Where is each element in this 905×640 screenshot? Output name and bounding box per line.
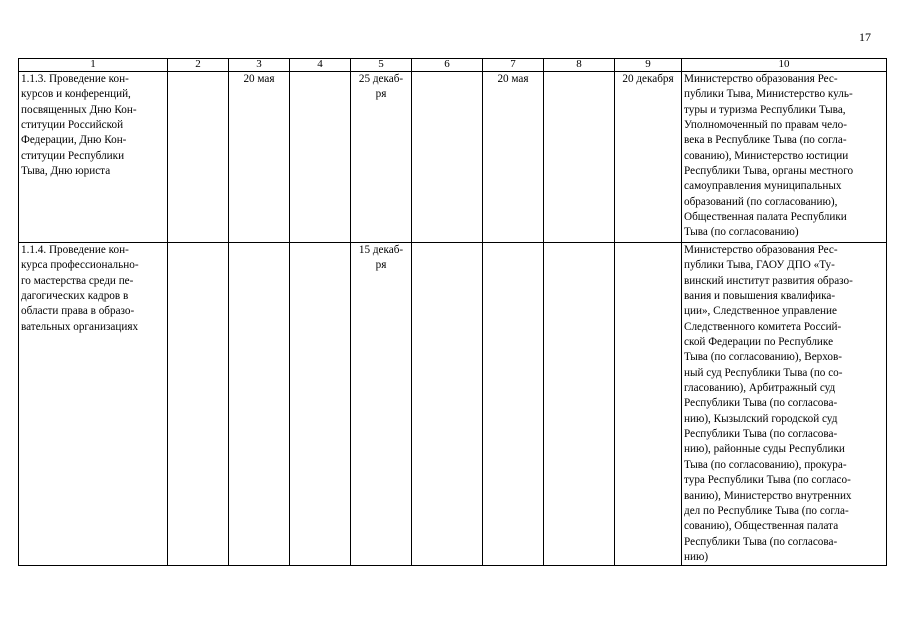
- cell-text-line: вания и повышения квалифика-: [684, 290, 836, 303]
- cell-text-line: гласованию), Арбитражный суд: [684, 382, 836, 395]
- column-number-header: 8: [544, 59, 615, 72]
- cell-text-line: Республики Тыва (по согласова-: [684, 397, 838, 410]
- cell-text-line: 25 декаб-: [358, 73, 404, 85]
- cell-text-line: ный суд Республики Тыва (по со-: [684, 366, 843, 379]
- table-row: [19, 72, 887, 243]
- cell-text-line: 20 декабря: [622, 73, 674, 85]
- cell-text-line: Тыва, Дню юриста: [21, 165, 111, 178]
- cell-text-line: го мастерства среди пе-: [21, 274, 134, 287]
- cell-text-line: 20 мая: [497, 73, 529, 85]
- measure-cell: [19, 243, 168, 566]
- cell-text-line: вательных организациях: [21, 320, 139, 333]
- cell-text-line: курсов и конференций,: [21, 88, 131, 101]
- cell-text-line: Республики Тыва (по согласова-: [684, 535, 838, 548]
- responsible-cell: [682, 72, 887, 243]
- cell-text-line: ской Федерации по Республике: [684, 336, 834, 349]
- date-cell: [483, 243, 544, 566]
- cell-text-line: Следственного комитета Россий-: [684, 320, 842, 333]
- cell-text-line: посвященных Дню Кон-: [21, 103, 137, 116]
- cell-text-line: ванию), Министерство внутренних: [684, 489, 852, 502]
- column-number-header: 6: [412, 59, 483, 72]
- date-cell: [351, 72, 412, 243]
- col4-cell: [290, 243, 351, 566]
- table-row: [19, 243, 887, 566]
- cell-text-line: дагогических кадров в: [21, 290, 129, 303]
- responsible-cell: [682, 243, 887, 566]
- cell-text-line: сованию), Общественная палата: [684, 520, 839, 533]
- date-cell: [615, 72, 682, 243]
- cell-text-line: ции», Следственное управление: [684, 305, 837, 318]
- cell-text-line: ря: [375, 259, 387, 272]
- column-number-header: 5: [351, 59, 412, 72]
- cell-text-line: 15 декаб-: [358, 244, 404, 256]
- col6-cell: [412, 72, 483, 243]
- date-cell: [615, 243, 682, 566]
- cell-text-line: Общественная палата Республики: [684, 211, 847, 224]
- cell-text-line: сованию), Министерство юстиции: [684, 149, 849, 162]
- cell-text-line: Министерство образования Рес-: [684, 244, 838, 256]
- column-number-header: 3: [229, 59, 290, 72]
- column-number-header: 1: [19, 59, 168, 72]
- cell-text-line: Тыва (по согласованию), Верхов-: [684, 351, 843, 364]
- measures-table: [18, 58, 887, 566]
- cell-text-line: 20 мая: [243, 73, 275, 85]
- date-cell: [229, 243, 290, 566]
- cell-text-line: Республики Тыва, органы местного: [684, 165, 854, 178]
- cell-text-line: туры и туризма Республики Тыва,: [684, 103, 846, 116]
- cell-text-line: Министерство образования Рес-: [684, 73, 838, 85]
- date-cell: [229, 72, 290, 243]
- cell-text-line: винский институт развития образо-: [684, 274, 853, 287]
- cell-text-line: нию): [684, 550, 709, 563]
- col8-cell: [544, 243, 615, 566]
- cell-text-line: 1.1.4. Проведение кон-: [21, 244, 129, 256]
- column-number-header: 4: [290, 59, 351, 72]
- cell-text-line: века в Республике Тыва (по согла-: [684, 134, 847, 147]
- cell-text-line: нию), районные суды Республики: [684, 443, 845, 456]
- cell-text-line: самоуправления муниципальных: [684, 180, 842, 193]
- cell-text-line: 1.1.3. Проведение кон-: [21, 73, 129, 85]
- cell-text-line: области права в образо-: [21, 305, 135, 318]
- col2-cell: [168, 72, 229, 243]
- column-number-header-row: [19, 59, 887, 72]
- cell-text-line: образований (по согласованию),: [684, 195, 838, 208]
- col4-cell: [290, 72, 351, 243]
- cell-text-line: курса профессионально-: [21, 259, 139, 272]
- cell-text-line: публики Тыва, Министерство куль-: [684, 88, 853, 101]
- cell-text-line: Уполномоченный по правам чело-: [684, 119, 847, 132]
- page-number: 17: [859, 30, 871, 44]
- cell-text-line: ституции Республики: [21, 149, 125, 162]
- col8-cell: [544, 72, 615, 243]
- column-number-header: 10: [682, 59, 887, 72]
- cell-text-line: нию), Кызылский городской суд: [684, 412, 838, 425]
- cell-text-line: дел по Республике Тыва (по согла-: [684, 504, 849, 517]
- column-number-header: 9: [615, 59, 682, 72]
- date-cell: [351, 243, 412, 566]
- column-number-header: 2: [168, 59, 229, 72]
- cell-text-line: ституции Российской: [21, 119, 124, 132]
- col2-cell: [168, 243, 229, 566]
- cell-text-line: Тыва (по согласованию), прокура-: [684, 458, 847, 471]
- cell-text-line: Тыва (по согласованию): [684, 226, 799, 239]
- col6-cell: [412, 243, 483, 566]
- column-number-header: 7: [483, 59, 544, 72]
- cell-text-line: тура Республики Тыва (по согласо-: [684, 474, 851, 487]
- cell-text-line: Федерации, Дню Кон-: [21, 134, 127, 147]
- measure-cell: [19, 72, 168, 243]
- date-cell: [483, 72, 544, 243]
- cell-text-line: Республики Тыва (по согласова-: [684, 428, 838, 441]
- cell-text-line: ря: [375, 88, 387, 101]
- cell-text-line: публики Тыва, ГАОУ ДПО «Ту-: [684, 259, 835, 272]
